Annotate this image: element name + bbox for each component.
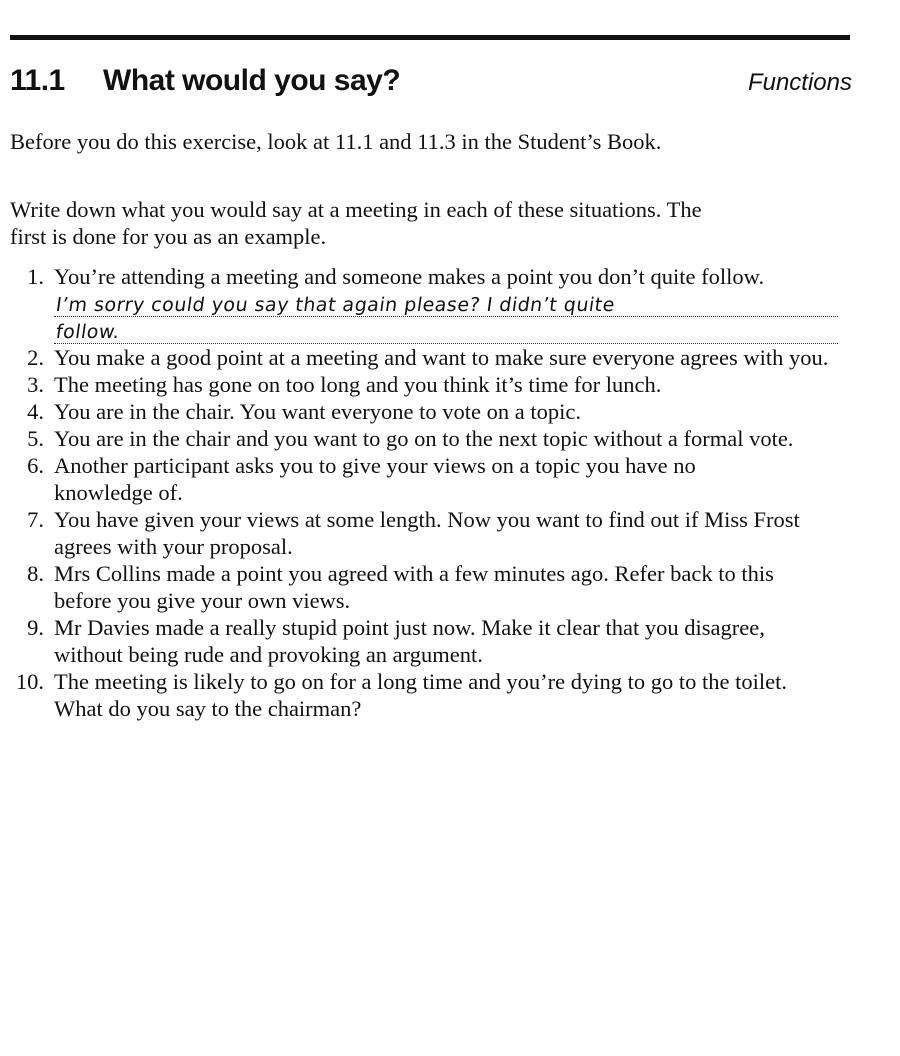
item-number: 4. — [27, 399, 44, 424]
top-rule — [10, 35, 850, 40]
answer-line-2 — [54, 317, 838, 344]
item-number: 6. — [27, 453, 44, 478]
intro-paragraph-1: Before you do this exercise, look at 11.1 and 11.3 in the Student’s Book. — [10, 129, 662, 154]
item-number: 2. — [27, 345, 44, 370]
list-item — [10, 506, 850, 560]
list-item — [10, 452, 850, 506]
item-text: The meeting has gone on too long and you think it’s time for lunch. — [54, 372, 662, 397]
item-text: Mrs Collins made a point you agreed with a few minutes ago. Refer back to this before you give your own views. — [54, 561, 774, 613]
list-item — [10, 398, 850, 425]
item-text: You have given your views at some length. Now you want to find out if Miss Frost agrees with your proposal. — [54, 507, 800, 559]
list-item — [10, 263, 850, 344]
item-number: 7. — [27, 507, 44, 532]
answer-line-1 — [54, 290, 838, 317]
handwritten-answer-1: I’m sorry could you say that again please? I didn’t quite — [54, 294, 617, 316]
item-number: 5. — [27, 426, 44, 451]
exercise-title: What would you say? — [103, 64, 401, 97]
list-item — [10, 371, 850, 398]
list-item — [10, 344, 850, 371]
list-item — [10, 668, 850, 722]
item-number: 1. — [27, 264, 44, 289]
exercise-category: Functions — [747, 69, 852, 96]
item-number: 10. — [15, 669, 44, 694]
situation-list — [10, 263, 850, 722]
intro-paragraph-2: Write down what you would say at a meeting in each of these situations. The first is done for you as an example. — [10, 197, 702, 249]
list-item — [10, 560, 850, 614]
list-item — [10, 614, 850, 668]
item-text: The meeting is likely to go on for a long time and you’re dying to go to the toilet. What do you say to the chairman? — [54, 669, 787, 721]
item-number: 8. — [27, 561, 44, 586]
item-text: You make a good point at a meeting and want to make sure everyone agrees with you. — [54, 345, 829, 370]
item-text: You are in the chair and you want to go on to the next topic without a formal vote. — [54, 426, 794, 451]
item-number: 9. — [27, 615, 44, 640]
item-text: Another participant asks you to give your views on a topic you have no knowledge of. — [54, 453, 696, 505]
item-text: Mr Davies made a really stupid point just now. Make it clear that you disagree, without being rude and provoking an argument. — [54, 615, 765, 667]
list-item — [10, 425, 850, 452]
item-number: 3. — [27, 372, 44, 397]
item-text: You are in the chair. You want everyone to vote on a topic. — [54, 399, 581, 424]
exercise-header — [10, 62, 852, 106]
handwritten-answer-2: follow. — [54, 321, 122, 343]
exercise-number: 11.1 — [10, 64, 65, 97]
item-text: You’re attending a meeting and someone makes a point you don’t quite follow. — [54, 264, 765, 289]
